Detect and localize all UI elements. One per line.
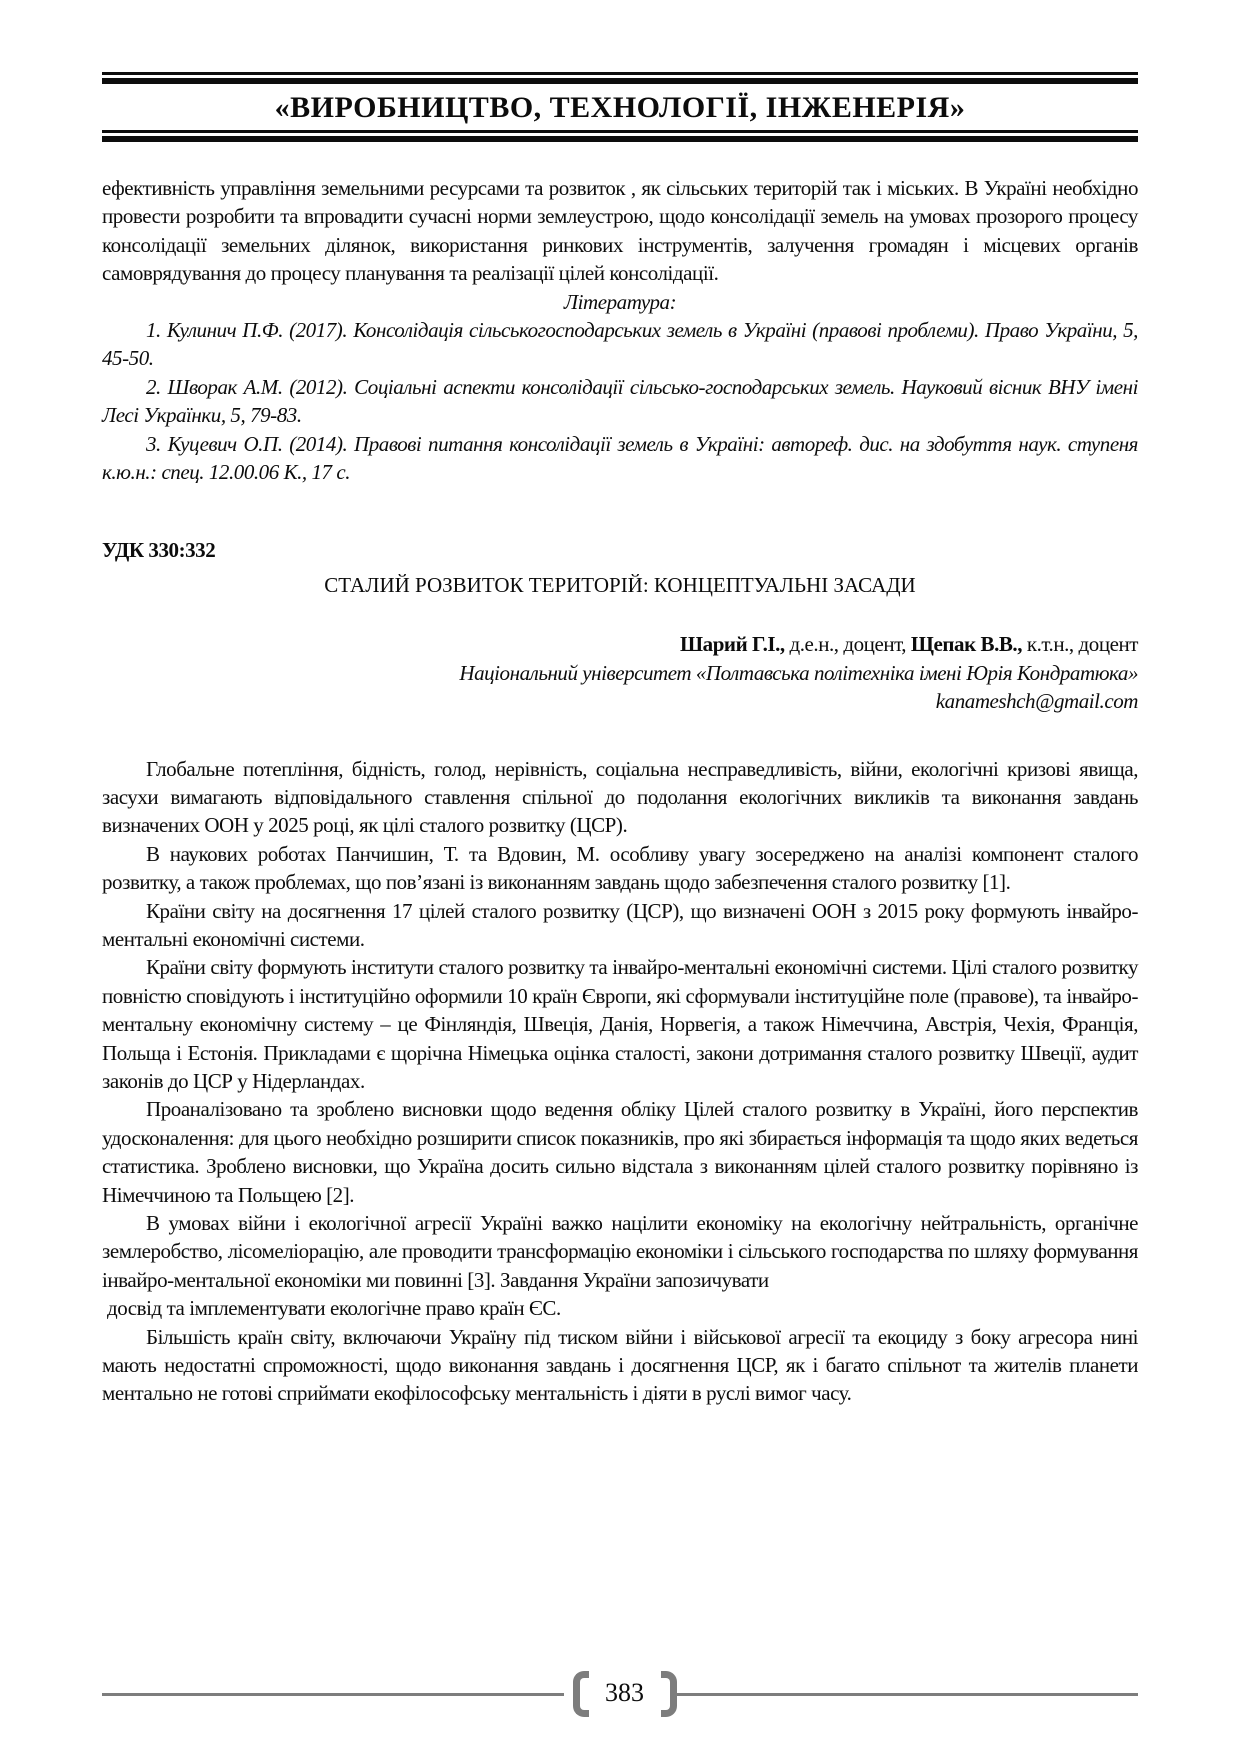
journal-section-title: «ВИРОБНИЦТВО, ТЕХНОЛОГІЇ, ІНЖЕНЕРІЯ»: [274, 91, 966, 124]
page-footer: [102, 1670, 1138, 1718]
previous-article-closing-paragraph: ефективність управління земельними ресурсами та розвиток , як сільських територій так і міських. В Україні необхідно провести розробити та впровадити сучасні норми землеустрою, щодо консолідації земель на умовах прозорого процесу консолідації земельних ділянок, використання ринкових інструментів, залучення громадян і місцевих органів самоврядування до процесу планування та реалізації цілей консолідації.: [102, 176, 1138, 286]
header-rule-bottom-thin: [102, 130, 1138, 133]
journal-header: [102, 72, 1138, 142]
author-credentials: к.т.н., доцент: [1022, 632, 1138, 657]
article-paragraph: Проаналізовано та зроблено висновки щодо ведення обліку Цілей сталого розвитку в Україні, його перспектив удосконалення: для цього необхідно розширити список показників, про які збирається інформація та щодо яких ведеться статистика. Зроблено висновки, що Україна досить сильно відстала з виконанням цілей сталого розвитку порівняно із Німеччиною та Польщею [2].: [102, 1097, 1138, 1207]
author-credentials: д.е.н., доцент,: [784, 632, 911, 657]
article-title: СТАЛИЙ РОЗВИТОК ТЕРИТОРІЙ: КОНЦЕПТУАЛЬНІ ЗАСАДИ: [324, 572, 916, 597]
udc-code: УДК 330:332: [102, 538, 216, 563]
authors-block: [102, 630, 1138, 715]
reference-item: 2. Шворак А.М. (2012). Соціальні аспекти консолідації сільсько-господарських земель. Науковий вісник ВНУ імені Лесі Українки, 5, 79-83.: [102, 374, 1138, 428]
content-column: [102, 72, 1138, 1408]
article-paragraph: В наукових роботах Панчишин, Т. та Вдовин, М. особливу увагу зосереджено на аналізі компонент сталого розвитку, а також проблемах, що пов’язані із виконанням завдань щодо забезпечення сталого розвитку [1].: [102, 841, 1138, 895]
reference-item: 3. Куцевич О.П. (2014). Правові питання консолідації земель в Україні: автореф. дис. на здобуття наук. ступеня к.ю.н.: спец. 12.00.06 К., 17 с.: [102, 431, 1138, 485]
header-rule-top-thick: [102, 78, 1138, 84]
article-paragraph: В умовах війни і екологічної агресії Україні важко націлити економіку на екологічну нейтральність, органічне землеробство, лісомеліорацію, але проводити трансформацію економіки і сільського господарства по шляху формування інвайро-ментальної економіки ми повинні [3]. Завдання України запозичувати: [102, 1211, 1138, 1292]
footer-rule-left: [102, 1693, 564, 1696]
article-body: [102, 755, 1138, 1408]
article-paragraph: Більшість країн світу, включаючи Україну під тиском війни і військової агресії та екоциду з боку агресора нині мають недостатні спроможності, щодо виконання завдань і досягнення ЦСР, як і багато спільнот та жителів планети ментально не готові сприймати екофілософську ментальність і діяти в руслі вимог часу.: [102, 1324, 1138, 1406]
page-body: [102, 174, 1138, 1408]
authors-line: [102, 630, 1138, 658]
email-text: kanameshch@gmail.com: [935, 689, 1138, 714]
author-name: Щепак В.В.,: [910, 632, 1023, 657]
page-number-bracket-right: [661, 1671, 677, 1717]
article-paragraph: Країни світу формують інститути сталого розвитку та інвайро-ментальні економічні системи. Цілі сталого розвитку повністю сповідують і інституційно оформили 10 країн Європи, які сформували інституційне поле (правове), та інвайро-ментальну економічну систему – це Фінляндія, Швеція, Данія, Норвегія, а також Німеччина, Австрія, Чехія, Франція, Польща і Естонія. Прикладами є щорічна Німецька оцінка сталості, закони дотримання сталого розвитку Швеції, аудит законів до ЦСР у Нідерландах.: [102, 955, 1138, 1093]
page-number: 383: [605, 1677, 644, 1707]
article-paragraph: Країни світу на досягнення 17 цілей сталого розвитку (ЦСР), що визначені ООН з 2015 року формують інвайро-ментальні економічні системи.: [102, 898, 1138, 951]
article-paragraph: досвід та імплементувати екологічне право країн ЄС.: [107, 1296, 561, 1321]
page-number-bracket-left: [573, 1671, 589, 1717]
footer-rule-right: [677, 1693, 1139, 1696]
affiliation: Національний університет «Полтавська політехніка імені Юрія Кондратюка»: [459, 660, 1138, 685]
header-rule-bottom-thick: [102, 136, 1138, 142]
header-rule-top-thin: [102, 72, 1138, 75]
references-heading: Література:: [563, 289, 677, 314]
reference-item: 1. Кулинич П.Ф. (2017). Консолідація сільськогосподарських земель в Україні (правові проблеми). Право України, 5, 45-50.: [102, 318, 1138, 371]
article-paragraph: Глобальне потепління, бідність, голод, нерівність, соціальна несправедливість, війни, екологічні кризові явища, засухи вимагають відповідального ставлення спільної до подолання екологічних викликів та виконання завдань визначених ООН у 2025 році, як цілі сталого розвитку (ЦСР).: [102, 756, 1138, 838]
author-name: Шарий Г.І.,: [680, 632, 785, 657]
